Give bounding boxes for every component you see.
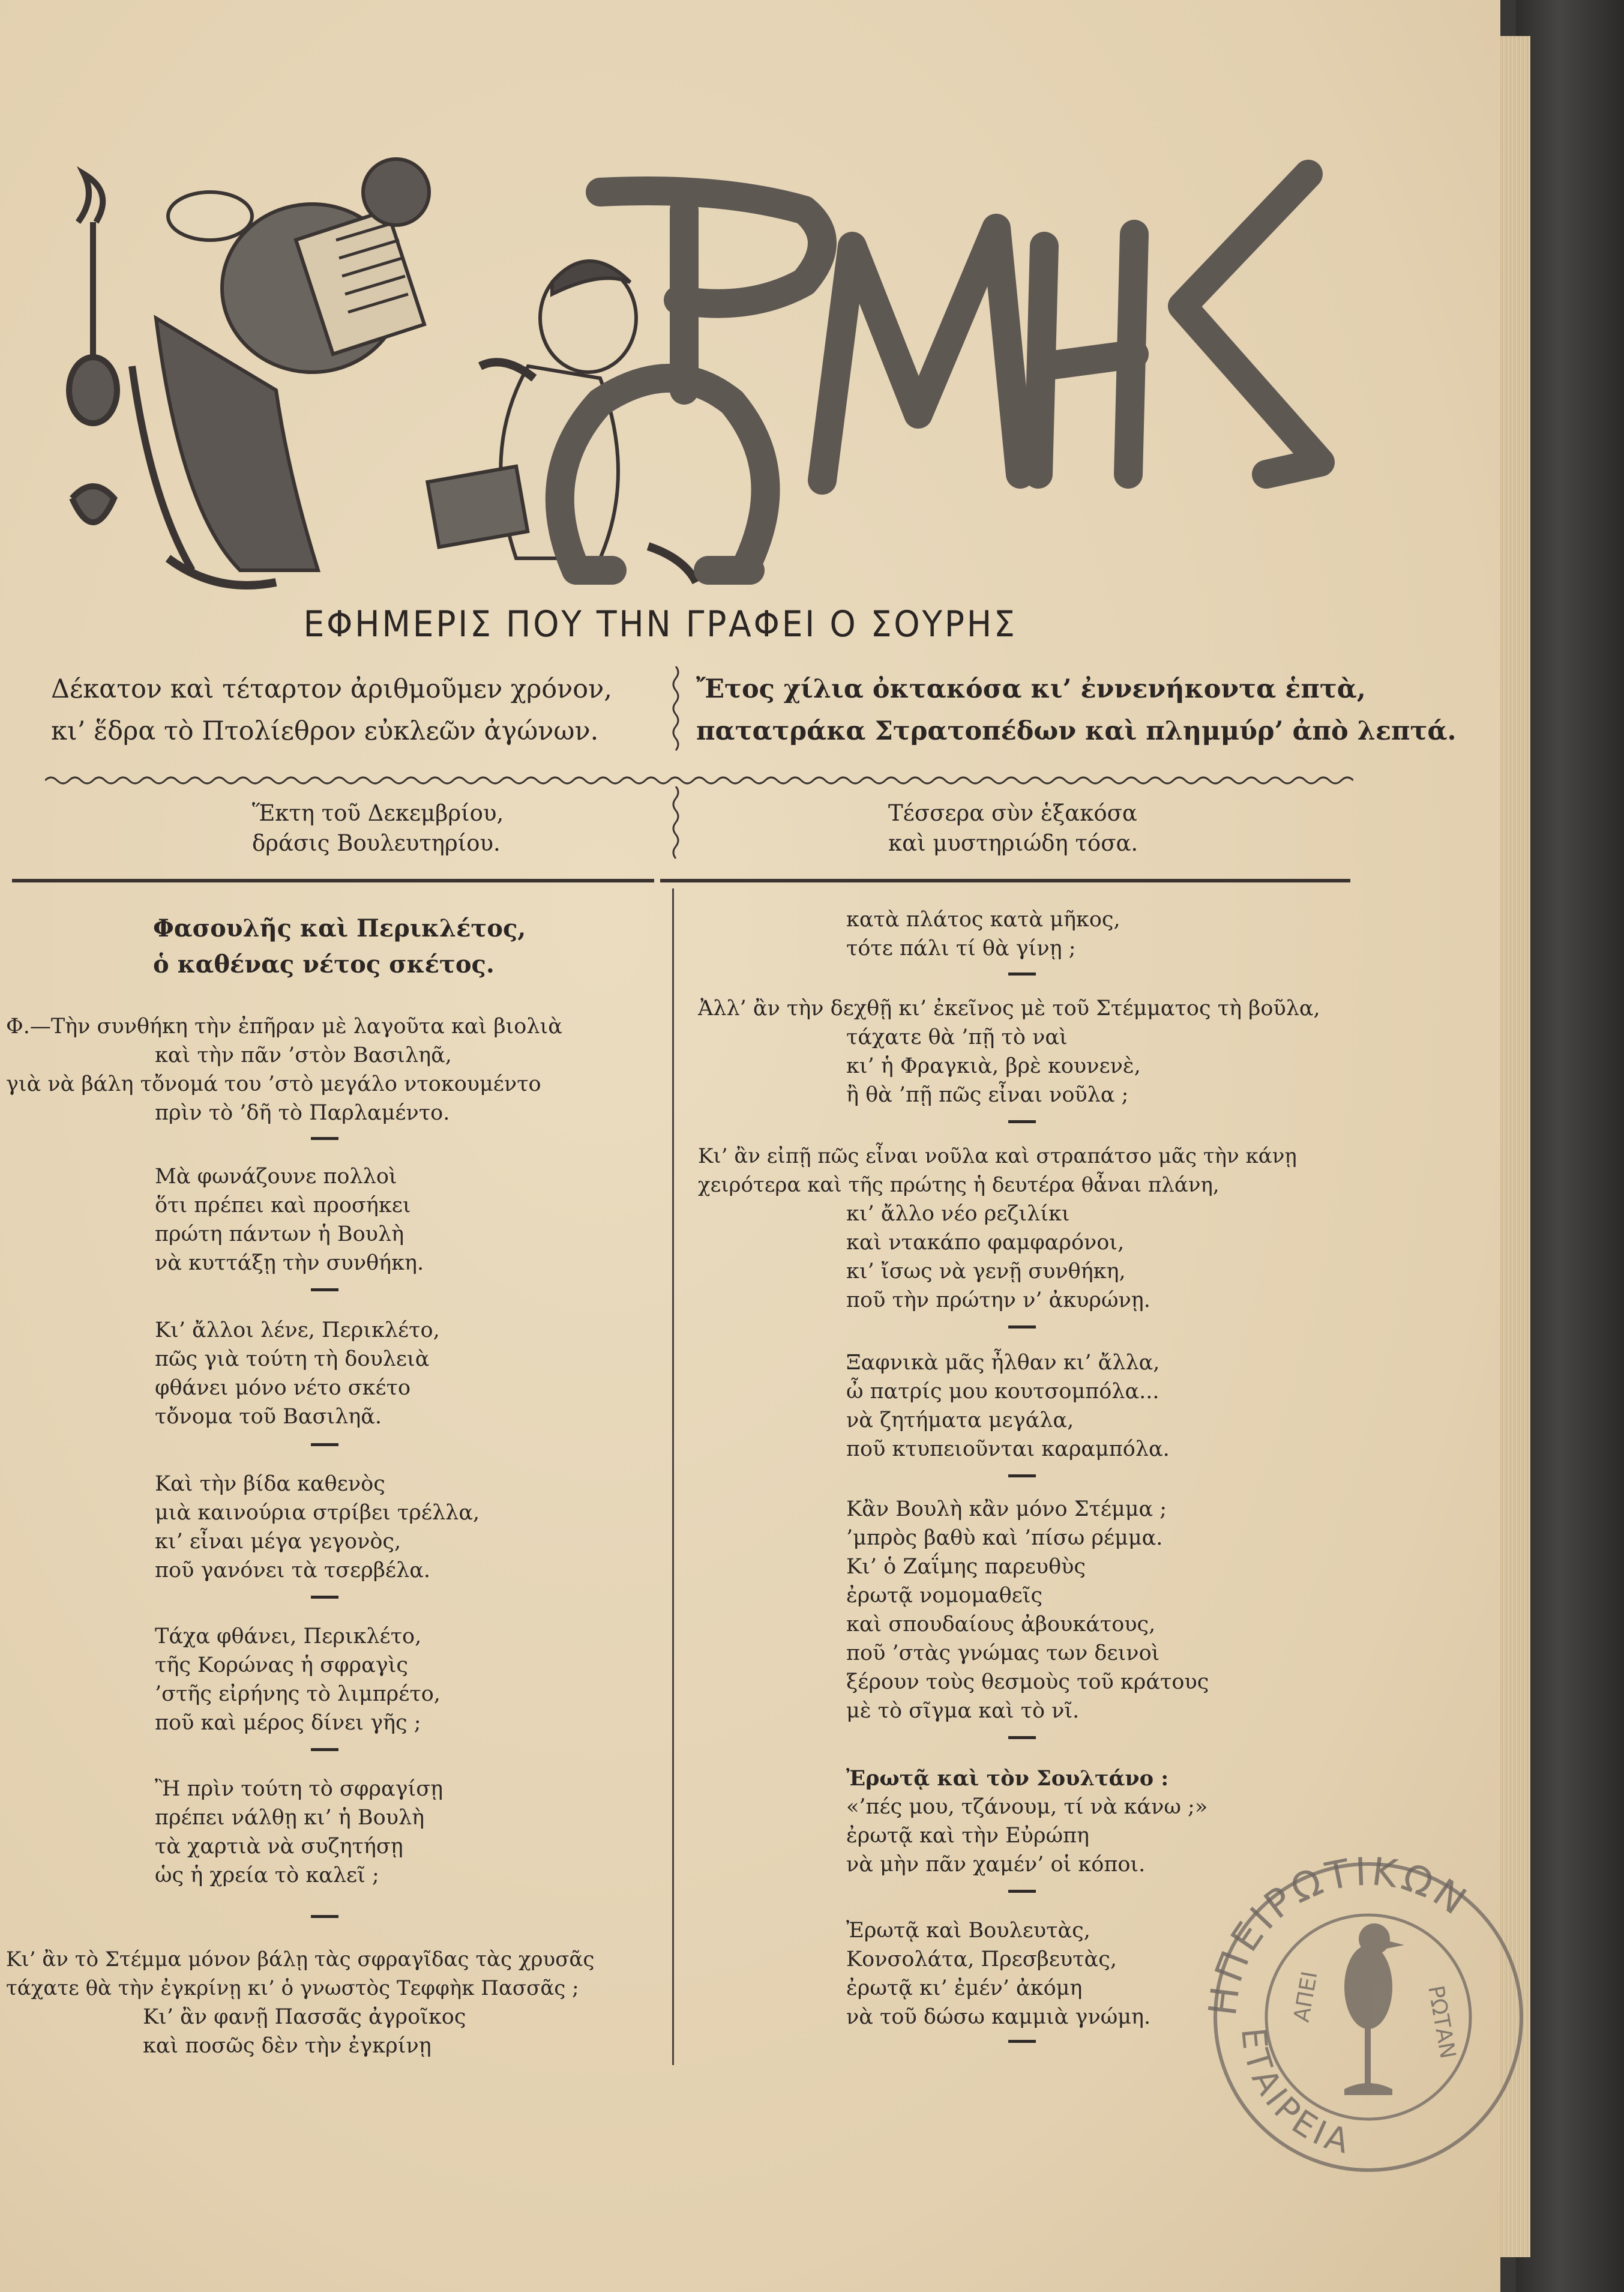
poem-title-line2: ὁ καθένας νέτος σκέτος. [153, 950, 495, 979]
poem-right-line: κι’ ἡ Φραγκιὰ, βρὲ κουνενὲ, [846, 1054, 1141, 1078]
svg-text:ΕΤΑΙΡΕΙΑ [1233, 2026, 1356, 2162]
stanza-divider [311, 1915, 338, 1918]
stamp-text-top: ΗΠΕΙΡΩΤΙΚΩΝ [1200, 1850, 1477, 2018]
header-right-line2: πατατράκα Στρατοπέδων καὶ πλημμύρ’ ἀπὸ λεπτά. [696, 716, 1457, 746]
poem-left-line: φθάνει μόνο νέτο σκέτο [155, 1376, 411, 1400]
poem-right-line: ’μπρὸς βαθὺ καὶ ’πίσω ρέμμα. [846, 1526, 1163, 1550]
stanza-divider [1008, 1736, 1036, 1739]
poem-left-line: γιὰ νὰ βάλη τὄνομά του ’στὸ μεγάλο ντοκουμέντο [6, 1072, 541, 1096]
poem-left-line: τῆς Κορώνας ἡ σφραγὶς [155, 1653, 408, 1677]
poem-left-line: ποῦ καὶ μέρος δίνει γῆς ; [155, 1711, 421, 1735]
poem-left-line: μιὰ καινούρια στρίβει τρέλλα, [155, 1501, 480, 1525]
poem-right-line: χειρότερα καὶ τῆς πρώτης ἡ δευτέρα θἆναι πλάνη, [698, 1173, 1220, 1197]
masthead [60, 138, 1368, 606]
stanza-divider [1008, 1120, 1036, 1123]
header-left-line2: κι’ ἕδρα τὸ Πτολίεθρον εὐκλεῶν ἀγώνων. [51, 716, 599, 746]
poem-left-line: ποῦ γανόνει τὰ τσερβέλα. [155, 1558, 431, 1582]
poem-left-line: πρώτη πάντων ἡ Βουλὴ [155, 1222, 404, 1246]
poem-right-line: Ἐρωτᾷ καὶ τὸν Σουλτάνο : [846, 1766, 1169, 1791]
poem-right-line: ὦ πατρίς μου κουτσομπόλα... [846, 1380, 1159, 1404]
column-rule [672, 888, 674, 2065]
date-right-line2: καὶ μυστηριώδη τόσα. [888, 830, 1138, 856]
masthead-subtitle: ΕΦΗΜΕΡΙΣ ΠΟΥ ΤΗΝ ΓΡΑΦΕΙ Ο ΣΟΥΡΗΣ [303, 603, 1017, 645]
poem-left-line: Κι’ ἄλλοι λένε, Περικλέτο, [155, 1318, 440, 1342]
poem-left-line: Φ.—Τὴν συνθήκη τὴν ἐπῆραν μὲ λαγοῦτα καὶ βιολιὰ [6, 1015, 562, 1039]
poem-left-line: πρέπει νάλθῃ κι’ ἡ Βουλὴ [155, 1806, 425, 1830]
poem-right-line: καὶ σπουδαίους ἀβουκάτους, [846, 1612, 1156, 1636]
stanza-divider [311, 1748, 338, 1751]
header-left-line1: Δέκατον καὶ τέταρτον ἀριθμοῦμεν χρόνον, [51, 674, 612, 704]
stanza-divider [311, 1137, 338, 1140]
poem-left-line: νὰ κυττάξῃ τὴν συνθήκη. [155, 1251, 424, 1275]
date-left-line1: Ἕκτη τοῦ Δεκεμβρίου, [252, 800, 504, 826]
date-vertical-separator [671, 786, 681, 864]
poem-right-line: Ἐρωτᾷ καὶ Βουλευτὰς, [846, 1919, 1090, 1943]
poem-right-line: νὰ τοῦ δώσω καμμιὰ γνώμη. [846, 2005, 1151, 2029]
poem-right-line: κι’ ἴσως νὰ γενῇ συνθήκη, [846, 1259, 1126, 1283]
poem-left-line: Κι’ ἂν τὸ Στέμμα μόνον βάλῃ τὰς σφραγῖδας τὰς χρυσᾶς [6, 1947, 595, 1971]
poem-right-line: Ξαφνικὰ μᾶς ἦλθαν κι’ ἄλλα, [846, 1351, 1160, 1375]
poem-right-line: κι’ ἄλλο νέο ρεζιλίκι [846, 1202, 1070, 1226]
poem-right-line: μὲ τὸ σῖγμα καὶ τὸ νῖ. [846, 1699, 1080, 1723]
poem-right-line: νὰ μὴν πᾶν χαμέν’ οἱ κόποι. [846, 1853, 1146, 1877]
stanza-divider [1008, 1474, 1036, 1477]
stanza-divider [1008, 1890, 1036, 1893]
poem-right-line: τάχατε θὰ ’πῇ τὸ ναὶ [846, 1025, 1068, 1049]
date-left-line2: δράσις Βουλευτηρίου. [252, 830, 501, 856]
stanza-divider [1008, 973, 1036, 976]
poem-right-line: Κἂν Βουλὴ κἂν μόνο Στέμμα ; [846, 1497, 1167, 1521]
poem-left-line: πρὶν τὸ ’δῆ τὸ Παρλαμέντο. [155, 1101, 450, 1125]
poem-right-line: νὰ ζητήματα μεγάλα, [846, 1408, 1074, 1432]
stanza-divider [1008, 2040, 1036, 2043]
stanza-divider [311, 1288, 338, 1291]
poem-left-line: Καὶ τὴν βίδα καθενὸς [155, 1472, 385, 1496]
poem-right-line: ποῦ τὴν πρώτην ν’ ἀκυρώνῃ. [846, 1288, 1150, 1312]
header-bottom-rule-right [660, 879, 1350, 882]
poem-left-line: τὰ χαρτιὰ νὰ συζητήσῃ [155, 1835, 403, 1859]
poem-right-line: ἐρωτᾷ νομομαθεῖς [846, 1584, 1043, 1608]
poem-left-line: ὡς ἡ χρεία τὸ καλεῖ ; [155, 1863, 379, 1887]
poem-right-line: Κι’ ὁ Ζαΐμης παρευθὺς [846, 1555, 1086, 1579]
header-right-line1: Ἔτος χίλια ὀκτακόσα κι’ ἐννενήκοντα ἑπτὰ, [696, 674, 1366, 704]
poem-left-line: Κι’ ἂν φανῇ Πασσᾶς ἀγροῖκος [143, 2005, 466, 2029]
poem-left-line: τὄνομα τοῦ Βασιληᾶ. [155, 1405, 382, 1429]
stanza-divider [311, 1443, 338, 1446]
header-bottom-rule-left [12, 879, 654, 882]
poem-right-line: Ἀλλ’ ἂν τὴν δεχθῇ κι’ ἐκεῖνος μὲ τοῦ Στέμματος τὴ βοῦλα, [698, 997, 1320, 1021]
poem-right-line: ἢ θὰ ’πῇ πῶς εἶναι νοῦλα ; [846, 1083, 1129, 1107]
stanza-divider [311, 1596, 338, 1599]
header-vertical-separator [671, 666, 681, 756]
poem-right-line: Κι’ ἂν εἰπῇ πῶς εἶναι νοῦλα καὶ στραπάτσο μᾶς τὴν κάνῃ [698, 1144, 1297, 1168]
poem-left-line: Τάχα φθάνει, Περικλέτο, [155, 1624, 422, 1648]
poem-title-line1: Φασουλῆς καὶ Περικλέτος, [153, 914, 526, 942]
poem-left-line: κι’ εἶναι μέγα γεγονὸς, [155, 1530, 401, 1554]
poem-left-line: ’στῆς εἰρήνης τὸ λιμπρέτο, [155, 1682, 441, 1706]
poem-right-line: κατὰ πλάτος κατὰ μῆκος, [846, 908, 1120, 932]
poem-left-line: Μὰ φωνάζουνε πολλοὶ [155, 1165, 397, 1189]
poem-right-line: Κονσολάτα, Πρεσβευτὰς, [846, 1947, 1117, 1971]
date-right-line1: Τέσσερα σὺν ἑξακόσα [888, 800, 1137, 826]
stamp-text-inner-right: ΡΩΤΑΝ [1423, 1983, 1460, 2061]
poem-right-line: καὶ ντακάπο φαμφαρόνοι, [846, 1231, 1125, 1255]
stamp-text-bottom: ΕΤΑΙΡΕΙΑ [1233, 2026, 1356, 2163]
poem-left-line: ὅτι πρέπει καὶ προσήκει [155, 1193, 411, 1217]
poem-left-line: Ἢ πρὶν τούτη τὸ σφραγίσῃ [155, 1777, 444, 1801]
poem-right-line: «’πές μου, τζάνουμ, τί νὰ κάνω ;» [846, 1795, 1208, 1819]
stamp-bird-icon [1344, 1923, 1404, 2095]
poem-right-line: ξέρουν τοὺς θεσμοὺς τοῦ κράτους [846, 1670, 1209, 1694]
poem-right-line: ποῦ ’στὰς γνώμας των δεινοὶ [846, 1641, 1160, 1665]
poem-right-line: ποῦ κτυπειοῦνται καραμπόλα. [846, 1437, 1170, 1461]
poem-right-line: ἐρωτᾷ καὶ τὴν Εὐρώπη [846, 1824, 1090, 1848]
poem-right-line: τότε πάλι τί θὰ γίνῃ ; [846, 936, 1076, 961]
header-wavy-rule [45, 774, 1353, 786]
poem-left-line: τάχατε θὰ τὴν ἐγκρίνῃ κι’ ὁ γνωστὸς Τεφφὴκ Πασσᾶς ; [6, 1976, 579, 2000]
stanza-divider [1008, 1325, 1036, 1328]
stamp-text-inner-left: ΑΠΕΙ [1289, 1969, 1323, 2024]
poem-right-line: ἐρωτᾷ κι’ ἐμέν’ ἀκόμη [846, 1976, 1083, 2000]
poem-left-line: καὶ τὴν πᾶν ’στὸν Βασιληᾶ, [155, 1043, 452, 1067]
poem-left-line: καὶ ποσῶς δὲν τὴν ἐγκρίνῃ [143, 2034, 432, 2058]
library-stamp [1200, 1849, 1536, 2185]
poem-left-line: πῶς γιὰ τούτη τὴ δουλειὰ [155, 1347, 430, 1371]
